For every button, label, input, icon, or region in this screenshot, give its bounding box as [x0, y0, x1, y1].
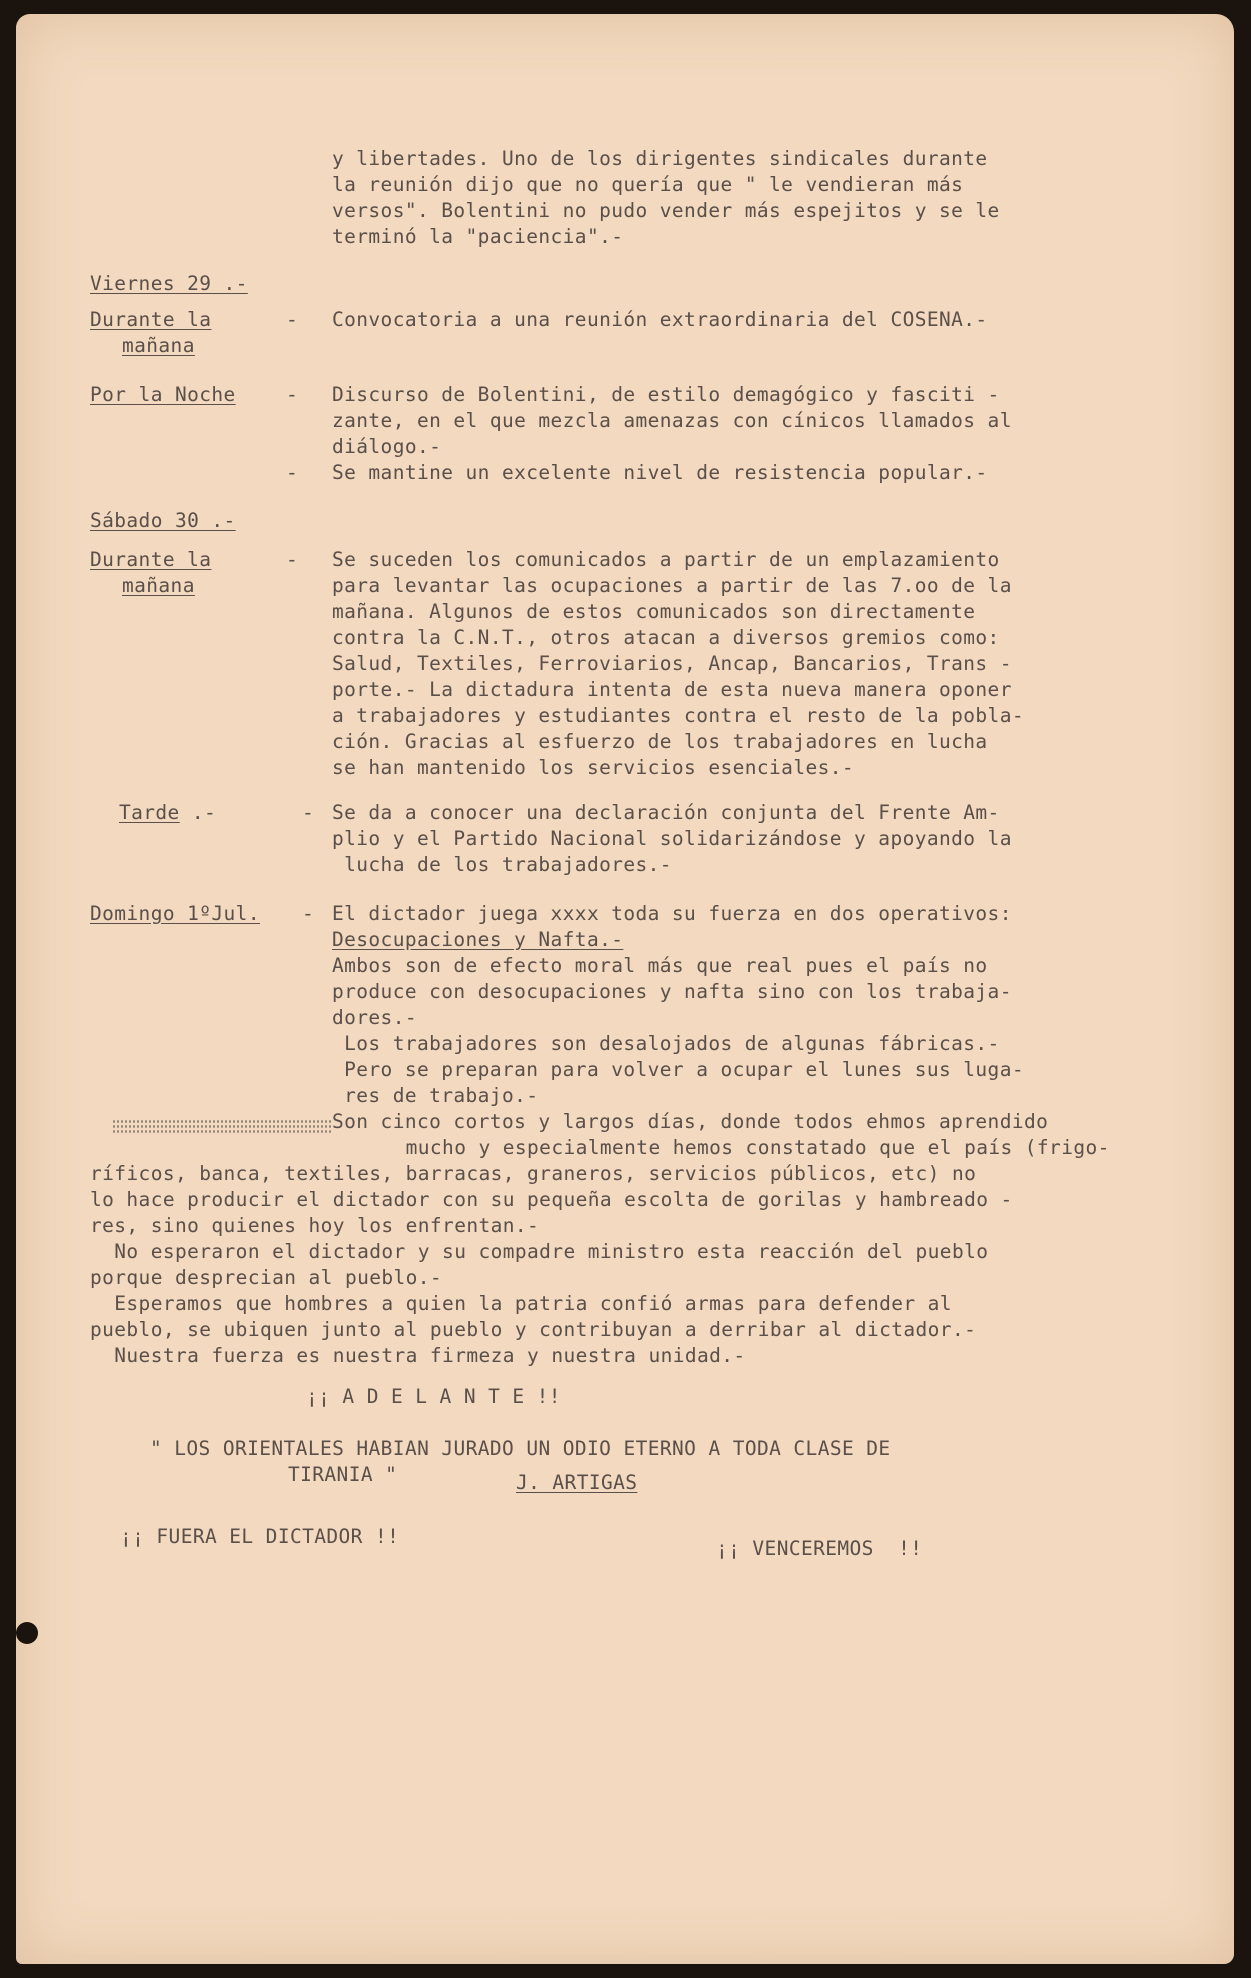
saturday-afternoon-label-text: Tarde — [119, 801, 180, 824]
friday-night-line: zante, en el que mezcla amenazas con cínicos llamados al — [332, 409, 1012, 432]
sunday-heading: Domingo 1ºJul. — [90, 902, 260, 925]
friday-night-line: Discurso de Bolentini, de estilo demagógico y fasciti - — [332, 383, 1000, 406]
continuation-line: terminó la "paciencia".- — [332, 225, 624, 248]
closing-line: mucho y especialmente hemos constatado que el país (frigo- — [90, 1136, 1110, 1159]
quote-author: J. ARTIGAS — [516, 1471, 638, 1494]
sunday-line: res de trabajo.- — [332, 1084, 539, 1107]
sunday-line: produce con desocupaciones y nafta sino con los trabaja- — [332, 980, 1012, 1003]
artigas-quote-line-2: TIRANIA " — [288, 1463, 398, 1486]
document-page — [16, 14, 1234, 1964]
sunday-line: El dictador juega xxxx toda su fuerza en dos operativos: — [332, 902, 1012, 925]
closing-line: pueblo, se ubiquen junto al pueblo y contribuyan a derribar al dictador.- — [90, 1318, 977, 1341]
friday-night-line: diálogo.- — [332, 435, 442, 458]
friday-morning-text: Convocatoria a una reunión extraordinaria del COSENA.- — [332, 308, 988, 331]
continuation-line: la reunión dijo que no quería que " le vendieran más — [332, 173, 964, 196]
closing-first-line: Son cinco cortos y largos días, donde todos ehmos aprendido — [332, 1110, 1049, 1133]
friday-night-label: Por la Noche — [90, 383, 236, 406]
slogan-venceremos: ¡¡ VENCEREMOS !! — [716, 1537, 923, 1560]
sunday-underlined-line: Desocupaciones y Nafta.- — [332, 928, 624, 951]
saturday-heading-text: Sábado 30 .- — [90, 509, 236, 532]
friday-night-dash: - — [286, 383, 299, 406]
closing-line: Nuestra fuerza es nuestra firmeza y nuestra unidad.- — [90, 1344, 746, 1367]
saturday-morning-line: Se suceden los comunicados a partir de un emplazamiento — [332, 548, 1000, 571]
saturday-morning-label: mañana — [122, 574, 195, 597]
saturday-morning-line: mañana. Algunos de estos comunicados son directamente — [332, 600, 976, 623]
closing-line: Esperamos que hombres a quien la patria confió armas para defender al — [90, 1292, 952, 1315]
sunday-line: Ambos son de efecto moral más que real pues el país no — [332, 954, 988, 977]
friday-morning-dash: - — [286, 308, 299, 331]
slogan-fuera-dictador: ¡¡ FUERA EL DICTADOR !! — [120, 1525, 400, 1548]
continuation-line: y libertades. Uno de los dirigentes sindicales durante — [332, 147, 988, 170]
artigas-quote-line-1: " LOS ORIENTALES HABIAN JURADO UN ODIO ETERNO A TODA CLASE DE — [150, 1437, 891, 1460]
saturday-morning-line: Salud, Textiles, Ferroviarios, Ancap, Bancarios, Trans - — [332, 652, 1012, 675]
saturday-afternoon-line: Se da a conocer una declaración conjunta del Frente Am- — [332, 801, 1000, 824]
friday-night-text-2: Se mantine un excelente nivel de resistencia popular.- — [332, 461, 988, 484]
saturday-morning-line: para levantar las ocupaciones a partir de las 7.oo de la — [332, 574, 1012, 597]
saturday-afternoon-dash: - — [302, 801, 315, 824]
friday-heading-text: Viernes 29 .- — [90, 272, 248, 295]
closing-line: res, sino quienes hoy los enfrentan.- — [90, 1214, 540, 1237]
friday-morning-label: Durante la — [90, 308, 212, 331]
sunday-line: Los trabajadores son desalojados de algunas fábricas.- — [332, 1032, 1000, 1055]
saturday-morning-line: se han mantenido los servicios esenciales.- — [332, 756, 855, 779]
closing-line: ríficos, banca, textiles, barracas, graneros, servicios públicos, etc) no — [90, 1162, 977, 1185]
saturday-morning-dash: - — [286, 548, 299, 571]
sunday-dash: - — [302, 902, 315, 925]
closing-line: No esperaron el dictador y su compadre ministro esta reacción del pueblo — [90, 1240, 989, 1263]
saturday-morning-line: porte.- La dictadura intenta de esta nueva manera oponer — [332, 678, 1012, 701]
saturday-afternoon-line: lucha de los trabajadores.- — [332, 853, 672, 876]
saturday-morning-label: Durante la — [90, 548, 212, 571]
slogan-adelante: ¡¡ A D E L A N T E !! — [306, 1385, 561, 1408]
friday-night-dash-2: - — [286, 461, 299, 484]
sunday-line: dores.- — [332, 1006, 417, 1029]
saturday-afternoon-suffix: .- — [179, 801, 217, 824]
punch-hole — [16, 1622, 38, 1644]
saturday-afternoon-label — [119, 800, 216, 826]
saturday-heading — [90, 508, 236, 534]
typed-strikeout-mark — [112, 1119, 332, 1133]
friday-heading — [90, 271, 248, 297]
sunday-line: Pero se preparan para volver a ocupar el lunes sus luga- — [332, 1058, 1024, 1081]
friday-morning-label: mañana — [122, 334, 195, 357]
saturday-morning-line: ción. Gracias al esfuerzo de los trabajadores en lucha — [332, 730, 988, 753]
saturday-afternoon-line: plio y el Partido Nacional solidarizándose y apoyando la — [332, 827, 1012, 850]
closing-line: lo hace producir el dictador con su pequeña escolta de gorilas y hambreado - — [90, 1188, 1013, 1211]
saturday-morning-line: a trabajadores y estudiantes contra el resto de la pobla- — [332, 704, 1024, 727]
continuation-line: versos". Bolentini no pudo vender más espejitos y se le — [332, 199, 1000, 222]
closing-line: porque desprecian al pueblo.- — [90, 1266, 443, 1289]
saturday-morning-line: contra la C.N.T., otros atacan a diversos gremios como: — [332, 626, 1000, 649]
